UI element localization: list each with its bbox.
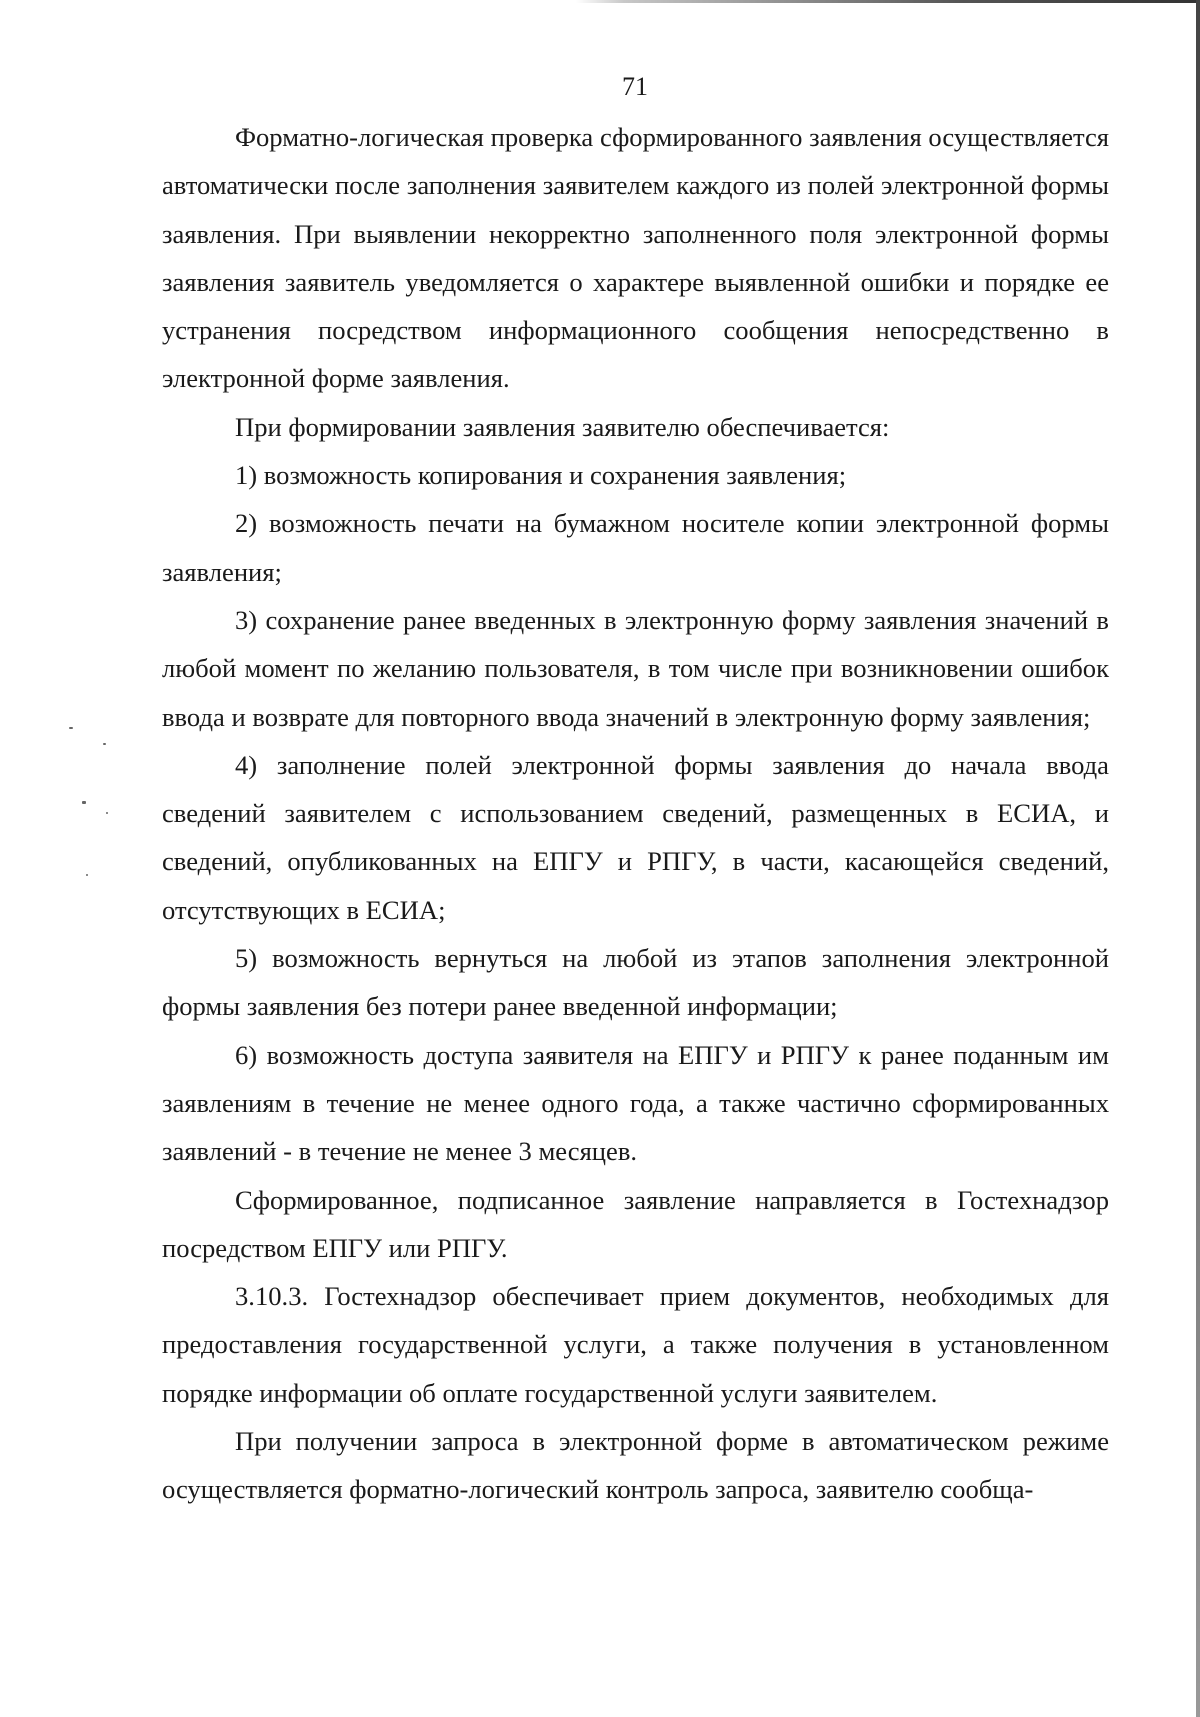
paragraph-format-check: Форматно-логическая проверка сформированного заявления осуществляется автоматически после заполнения заявителем каждого из полей электронной формы заявления. При выявлении некорректно заполненного поля электронной формы заявления заявитель уведомляется о характере выявленной ошибки и порядке ее устранения посредством информационного сообщения непосредственно в электронной форме заявления.: [162, 122, 1109, 394]
list-item-6: 6) возможность доступа заявителя на ЕПГУ и РПГУ к ранее поданным им заявлениям в течение не менее одного года, а также частично сформированных заявлений - в течение не менее 3 месяцев.: [162, 1039, 1109, 1167]
paragraph-submission: Сформированное, подписанное заявление направляется в Гостехнадзор посредством ЕПГУ или РПГУ.: [162, 1184, 1109, 1263]
paragraph-request-control: При получении запроса в электронной форме в автоматическом режиме осуществляется форматно-логический контроль запроса, заявителю сообща-: [162, 1426, 1109, 1505]
scan-speck: [103, 743, 106, 745]
paragraph-provisions-intro: При формировании заявления заявителю обеспечивается:: [235, 411, 890, 442]
scan-right-edge: [1196, 0, 1200, 1717]
list-item-4: 4) заполнение полей электронной формы заявления до начала ввода сведений заявителем с использованием сведений, размещенных в ЕСИА, и сведений, опубликованных на ЕПГУ и РПГУ, в части, касающейся сведений, отсутствующих в ЕСИА;: [162, 749, 1109, 925]
list-item-1: 1) возможность копирования и сохранения заявления;: [235, 460, 847, 491]
scan-top-edge: [0, 0, 1200, 3]
list-item-5: 5) возможность вернуться на любой из этапов заполнения электронной формы заявления без потери ранее введенной информации;: [162, 943, 1109, 1022]
scan-speck: [106, 812, 108, 814]
list-item-3: 3) сохранение ранее введенных в электронную форму заявления значений в любой момент по желанию пользователя, в том числе при возникновении ошибок ввода и возврате для повторного ввода значений в электронную форму заявления;: [162, 604, 1109, 732]
scan-speck: [82, 801, 86, 804]
page-number: 71: [622, 72, 648, 101]
list-item-2: 2) возможность печати на бумажном носителе копии электронной формы заявления;: [162, 508, 1109, 587]
document-body: [162, 113, 1109, 1514]
scan-speck: [86, 874, 88, 876]
scan-speck: [69, 727, 73, 729]
paragraph-section-3-10-3: 3.10.3. Гостехнадзор обеспечивает прием документов, необходимых для предоставления государственной услуги, а также получения в установленном порядке информации об оплате государственной услуги заявителем.: [162, 1281, 1109, 1408]
